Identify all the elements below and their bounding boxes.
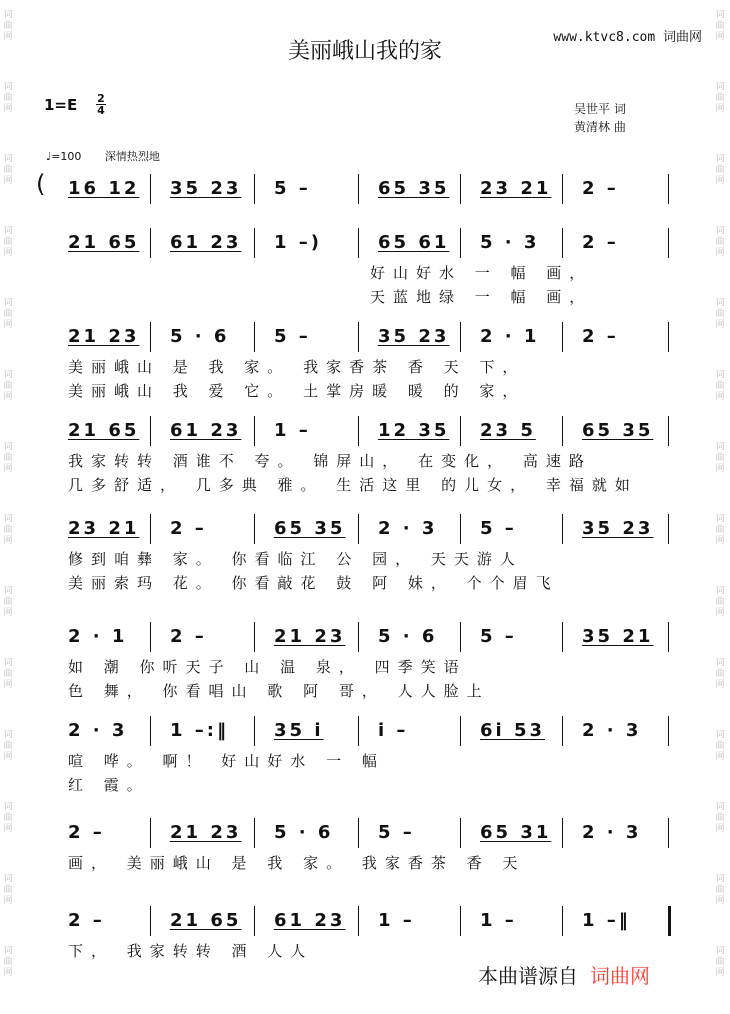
notation-line [48, 174, 668, 204]
measure-notes: 2 · 3 [68, 720, 128, 741]
barline [562, 514, 563, 544]
watermark-text: 词曲网 [3, 298, 13, 330]
measure-notes: 5 · 6 [170, 326, 230, 347]
measure-notes: 5 · 6 [274, 822, 334, 843]
measure-notes: 23 21 [480, 178, 552, 199]
lyric-line: 好山好水 一 幅 画， [370, 264, 593, 282]
measure-notes: 65 31 [480, 822, 552, 843]
measure-notes: 35 i [274, 720, 324, 741]
watermark-text: 词曲网 [715, 658, 725, 690]
measure-notes: 5 – [274, 178, 311, 199]
source-brand-link[interactable]: 词曲网 [590, 964, 650, 988]
barline [562, 622, 563, 652]
measure-notes: 21 23 [68, 326, 140, 347]
measure-notes: 21 65 [170, 910, 242, 931]
lyric-line: 天蓝地绿 一 幅 画， [370, 288, 593, 306]
measure-notes: 12 35 [378, 420, 450, 441]
barline [358, 622, 359, 652]
barline [562, 818, 563, 848]
mood-mark: 深情热烈地 [104, 150, 160, 163]
watermark-text: 词曲网 [715, 730, 725, 762]
measure-notes: 21 23 [274, 626, 346, 647]
measure-notes: 65 35 [582, 420, 654, 441]
barline [668, 174, 669, 204]
measure-notes: 21 65 [68, 232, 140, 253]
barline [150, 622, 151, 652]
notation-line [48, 322, 668, 352]
measure-notes: 1 –‖ [582, 910, 631, 931]
measure-notes: 5 · 6 [378, 626, 438, 647]
measure-notes: 2 · 3 [582, 822, 642, 843]
measure-notes: 16 12 [68, 178, 140, 199]
barline [460, 174, 461, 204]
barline [460, 514, 461, 544]
barline [150, 906, 151, 936]
measure-notes: 5 – [480, 518, 517, 539]
notation-line [48, 906, 668, 936]
lyric-line: 下， 我家转转 酒 人人 [68, 942, 314, 960]
barline [254, 818, 255, 848]
barline [254, 716, 255, 746]
barline [150, 322, 151, 352]
measure-notes: 2 – [170, 518, 207, 539]
watermark-text: 词曲网 [3, 442, 13, 474]
measure-notes: 2 · 3 [582, 720, 642, 741]
intro-open-paren: ( [36, 170, 46, 198]
barline [668, 906, 671, 936]
barline [358, 716, 359, 746]
watermark-text: 词曲网 [3, 658, 13, 690]
measure-notes: 35 23 [378, 326, 450, 347]
measure-notes: 2 · 1 [68, 626, 128, 647]
measure-notes: 1 – [274, 420, 311, 441]
measure-notes: 2 – [68, 910, 105, 931]
lyric-line: 美丽峨山 我 爱 它。 土掌房暖 暖 的 家， [68, 382, 526, 400]
measure-notes: 65 35 [274, 518, 346, 539]
song-title: 美丽峨山我的家 [287, 39, 442, 64]
watermark-text: 词曲网 [3, 226, 13, 258]
watermark-text: 词曲网 [715, 10, 725, 42]
measure-notes: 1 –:‖ [170, 720, 229, 741]
barline [150, 716, 151, 746]
barline [254, 416, 255, 446]
source-footer [478, 960, 650, 989]
barline [562, 906, 563, 936]
measure-notes: 2 – [170, 626, 207, 647]
barline [668, 228, 669, 258]
watermark-text: 词曲网 [715, 226, 725, 258]
measure-notes: 21 23 [170, 822, 242, 843]
watermark-text: 词曲网 [3, 82, 13, 114]
barline [358, 322, 359, 352]
lyricist-credit: 吴世平 词 [574, 102, 626, 116]
measure-notes: 23 21 [68, 518, 140, 539]
barline [668, 818, 669, 848]
watermark-text: 词曲网 [715, 154, 725, 186]
measure-notes: 2 – [582, 178, 619, 199]
notation-line [48, 716, 668, 746]
measure-notes: i – [378, 720, 409, 741]
barline [668, 622, 669, 652]
measure-notes: 23 5 [480, 420, 536, 441]
measure-notes: 5 – [378, 822, 415, 843]
barline [460, 416, 461, 446]
measure-notes: 1 –) [274, 232, 323, 253]
barline [460, 716, 461, 746]
notation-line [48, 228, 668, 258]
barline [460, 322, 461, 352]
measure-notes: 35 23 [170, 178, 242, 199]
barline [150, 416, 151, 446]
lyric-line: 画， 美丽峨山 是 我 家。 我家香茶 香 天 [68, 854, 526, 872]
barline [254, 906, 255, 936]
tempo-line [46, 148, 160, 164]
watermark-text: 词曲网 [715, 946, 725, 978]
lyric-line: 我家转转 酒谁不 夸。 锦屏山， 在变化， 高速路 [68, 452, 592, 470]
barline [150, 174, 151, 204]
lyric-line: 喧 哗。 啊！ 好山好水 一 幅 [68, 752, 385, 770]
notation-line [48, 514, 668, 544]
watermark-text: 词曲网 [3, 586, 13, 618]
composer-credit: 黄清林 曲 [574, 120, 626, 134]
barline [460, 622, 461, 652]
barline [358, 514, 359, 544]
watermark-text: 词曲网 [3, 154, 13, 186]
barline [254, 622, 255, 652]
measure-notes: 1 – [480, 910, 517, 931]
barline [668, 514, 669, 544]
barline [562, 322, 563, 352]
watermark-text: 词曲网 [715, 514, 725, 546]
lyric-line: 红 霞。 [68, 776, 150, 794]
site-header-link[interactable]: www.ktvc8.com 词曲网 [553, 30, 702, 45]
barline [150, 818, 151, 848]
watermark-text: 词曲网 [715, 874, 725, 906]
barline [562, 416, 563, 446]
watermark-text: 词曲网 [715, 586, 725, 618]
watermark-text: 词曲网 [3, 514, 13, 546]
measure-notes: 2 · 1 [480, 326, 540, 347]
barline [358, 818, 359, 848]
watermark-text: 词曲网 [715, 370, 725, 402]
tempo-mark: ♩=100 [46, 150, 82, 163]
barline [254, 322, 255, 352]
measure-notes: 5 · 3 [480, 232, 540, 253]
lyric-line: 美丽峨山 是 我 家。 我家香茶 香 天 下， [68, 358, 526, 376]
notation-line [48, 416, 668, 446]
barline [150, 514, 151, 544]
score-row [48, 168, 668, 214]
measure-notes: 21 65 [68, 420, 140, 441]
measure-notes: 65 61 [378, 232, 450, 253]
key-signature: 1=E [44, 96, 78, 114]
time-signature [96, 93, 106, 116]
watermark-text: 词曲网 [3, 10, 13, 42]
measure-notes: 6i 53 [480, 720, 546, 741]
watermark-text: 词曲网 [3, 802, 13, 834]
barline [358, 906, 359, 936]
barline [254, 228, 255, 258]
barline [668, 716, 669, 746]
lyric-line: 色 舞， 你看唱山 歌 阿 哥， 人人脸上 [68, 682, 490, 700]
measure-notes: 2 – [68, 822, 105, 843]
measure-notes: 61 23 [170, 232, 242, 253]
measure-notes: 2 – [582, 326, 619, 347]
watermark-text: 词曲网 [715, 298, 725, 330]
measure-notes: 2 – [582, 232, 619, 253]
barline [562, 228, 563, 258]
barline [668, 322, 669, 352]
measure-notes: 1 – [378, 910, 415, 931]
measure-notes: 65 35 [378, 178, 450, 199]
left-watermark-strip [0, 0, 18, 1014]
barline [358, 174, 359, 204]
barline [562, 716, 563, 746]
barline [460, 228, 461, 258]
barline [358, 228, 359, 258]
barline [254, 514, 255, 544]
source-label: 本曲谱源自 [478, 964, 578, 988]
watermark-text: 词曲网 [3, 874, 13, 906]
watermark-text: 词曲网 [715, 82, 725, 114]
measure-notes: 5 – [480, 626, 517, 647]
measure-notes: 61 23 [274, 910, 346, 931]
barline [562, 174, 563, 204]
time-sig-top: 2 [97, 92, 105, 105]
measure-notes: 2 · 3 [378, 518, 438, 539]
lyric-line: 修到咱彝 家。 你看临江 公 园， 天天游人 [68, 550, 523, 568]
barline [460, 906, 461, 936]
measure-notes: 35 21 [582, 626, 654, 647]
lyric-line: 美丽索玛 花。 你看敲花 鼓 阿 妹， 个个眉飞 [68, 574, 559, 592]
barline [254, 174, 255, 204]
watermark-text: 词曲网 [3, 730, 13, 762]
watermark-text: 词曲网 [715, 442, 725, 474]
notation-line [48, 818, 668, 848]
measure-notes: 61 23 [170, 420, 242, 441]
notation-line [48, 622, 668, 652]
right-watermark-strip [712, 0, 730, 1014]
barline [358, 416, 359, 446]
measure-notes: 5 – [274, 326, 311, 347]
lyric-line: 如 潮 你听天子 山 温 泉， 四季笑语 [68, 658, 467, 676]
watermark-text: 词曲网 [715, 802, 725, 834]
watermark-text: 词曲网 [3, 946, 13, 978]
watermark-text: 词曲网 [3, 370, 13, 402]
barline [668, 416, 669, 446]
time-sig-bottom: 4 [97, 104, 105, 117]
measure-notes: 35 23 [582, 518, 654, 539]
barline [460, 818, 461, 848]
barline [150, 228, 151, 258]
lyric-line: 几多舒适， 几多典 雅。 生活这里 的儿女， 幸福就如 [68, 476, 638, 494]
